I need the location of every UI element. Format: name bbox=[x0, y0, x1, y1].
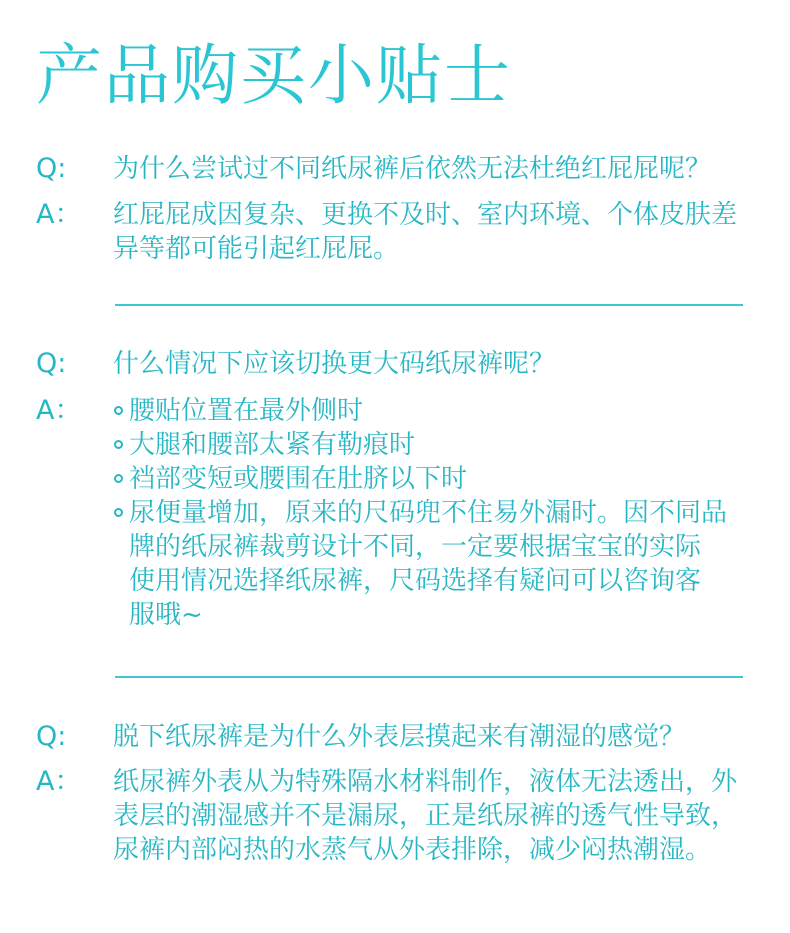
answer-bullet-list bbox=[113, 394, 753, 632]
question-label: Q: bbox=[36, 153, 67, 184]
answer-text: 红屁屁成因复杂、更换不及时、室内环境、个体皮肤差 异等都可能引起红屁屁。 bbox=[113, 200, 738, 264]
bullet-circle-icon bbox=[114, 406, 123, 415]
question-text: 脱下纸尿裤是为什么外表层摸起来有潮湿的感觉？ bbox=[113, 722, 686, 752]
question-label: Q: bbox=[36, 348, 67, 379]
answer-label: A： bbox=[36, 766, 82, 797]
divider bbox=[115, 304, 743, 306]
bullet-circle-icon bbox=[114, 440, 123, 449]
bullet-item: 大腿和腰部太紧有勒痕时 bbox=[113, 428, 753, 462]
divider bbox=[115, 676, 743, 678]
question-text: 什么情况下应该切换更大码纸尿裤呢？ bbox=[113, 349, 556, 379]
bullet-item: 腰贴位置在最外侧时 bbox=[113, 394, 753, 428]
bullet-circle-icon bbox=[114, 508, 123, 517]
answer-label: A： bbox=[36, 395, 82, 426]
bullet-circle-icon bbox=[114, 474, 123, 483]
answer-text: 纸尿裤外表从为特殊隔水材料制作，液体无法透出，外 表层的潮湿感并不是漏尿，正是纸尿裤的透气性导致， 尿裤内部闷热的水蒸气从外表排除，减少闷热潮湿。 bbox=[113, 767, 738, 865]
page-title: 产品购买小贴士 bbox=[36, 37, 512, 114]
question-text: 为什么尝试过不同纸尿裤后依然无法杜绝红屁屁呢？ bbox=[113, 154, 712, 184]
answer-label: A： bbox=[36, 199, 82, 230]
bullet-item: 裆部变短或腰围在肚脐以下时 bbox=[113, 462, 753, 496]
question-label: Q: bbox=[36, 721, 67, 752]
bullet-item: 尿便量增加，原来的尺码兜不住易外漏时。因不同品 牌的纸尿裤裁剪设计不同，一定要根据宝宝的实际 使用情况选择纸尿裤，尺码选择有疑问可以咨询客 服哦~ bbox=[113, 496, 753, 632]
